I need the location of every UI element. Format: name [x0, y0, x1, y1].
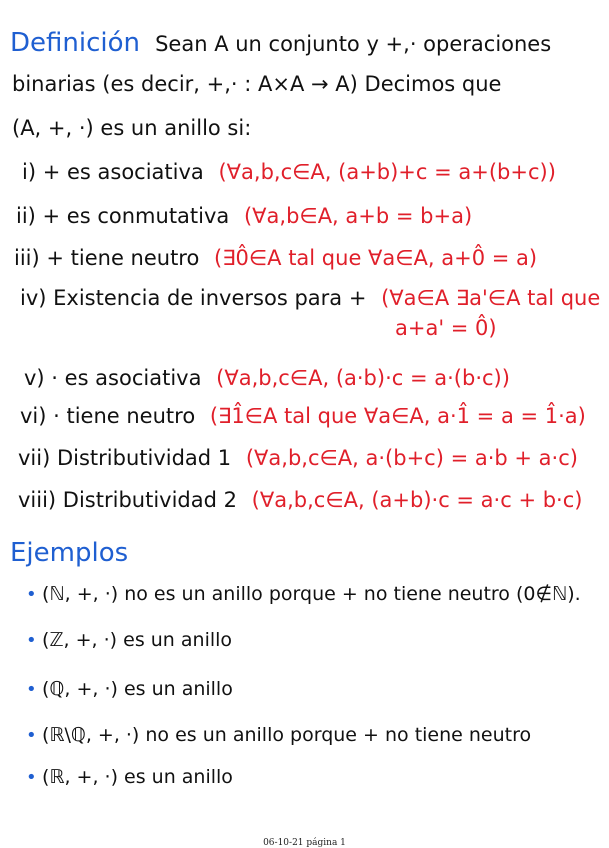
- example-item-4: [26, 726, 531, 745]
- axiom-2-label: ii) + es conmutativa: [16, 204, 230, 228]
- axiom-6-label: vi) · tiene neutro: [20, 404, 196, 428]
- axiom-8: [18, 490, 582, 511]
- axiom-4-formula-cont: a+a' = 0̂): [395, 316, 497, 340]
- example-item-5: [26, 768, 233, 787]
- axiom-1: [22, 162, 556, 183]
- axiom-5: [24, 368, 510, 389]
- bullet-icon: •: [26, 767, 37, 788]
- examples-heading: Ejemplos: [10, 538, 129, 568]
- axiom-1-formula: (∀a,b,c∈A, (a+b)+c = a+(b+c)): [218, 160, 556, 184]
- axiom-7: [18, 448, 578, 469]
- axiom-5-formula: (∀a,b,c∈A, (a·b)·c = a·(b·c)): [216, 366, 510, 390]
- definition-text-3: (A, +, ·) es un anillo si:: [12, 116, 252, 140]
- example-text-5: (ℝ, +, ·) es un anillo: [42, 766, 233, 788]
- definition-line-1: [10, 30, 551, 56]
- example-text-1: (ℕ, +, ·) no es un anillo porque + no tiene neutro (0∉ℕ).: [42, 583, 581, 605]
- example-text-2: (ℤ, +, ·) es un anillo: [42, 629, 233, 651]
- axiom-4-label: iv) Existencia de inversos para +: [20, 286, 367, 310]
- bullet-icon: •: [26, 584, 37, 605]
- axiom-2: [16, 206, 472, 227]
- axiom-5-label: v) · es asociativa: [24, 366, 202, 390]
- axiom-3: [14, 248, 537, 269]
- axiom-1-label: i) + es asociativa: [22, 160, 204, 184]
- definition-text-1: Sean A un conjunto y +,· operaciones: [155, 32, 552, 56]
- page-footer: 06-10-21 página 1: [263, 838, 346, 848]
- axiom-4-formula: (∀a∈A ∃a'∈A tal que: [381, 286, 601, 310]
- example-item-3: [26, 680, 233, 699]
- axiom-7-label: vii) Distributividad 1: [18, 446, 232, 470]
- axiom-2-formula: (∀a,b∈A, a+b = b+a): [243, 204, 473, 228]
- definition-text-2: binarias (es decir, +,· : A×A → A) Decimos que: [12, 72, 502, 96]
- axiom-8-label: viii) Distributividad 2: [18, 488, 237, 512]
- axiom-3-formula: (∃0̂∈A tal que ∀a∈A, a+0̂ = a): [214, 246, 538, 270]
- axiom-4: [20, 288, 600, 309]
- definition-heading: Definición: [10, 28, 140, 58]
- example-text-3: (ℚ, +, ·) es un anillo: [42, 678, 233, 700]
- example-item-1: [26, 585, 581, 604]
- axiom-8-formula: (∀a,b,c∈A, (a+b)·c = a·c + b·c): [251, 488, 583, 512]
- example-item-2: [26, 631, 232, 650]
- axiom-7-formula: (∀a,b,c∈A, a·(b+c) = a·b + a·c): [245, 446, 578, 470]
- example-text-4: (ℝ\ℚ, +, ·) no es un anillo porque + no tiene neutro: [42, 724, 532, 746]
- axiom-6-formula: (∃1̂∈A tal que ∀a∈A, a·1̂ = a = 1̂·a): [209, 404, 586, 428]
- bullet-icon: •: [26, 679, 37, 700]
- bullet-icon: •: [26, 725, 37, 746]
- axiom-3-label: iii) + tiene neutro: [14, 246, 200, 270]
- axiom-6: [20, 406, 586, 427]
- bullet-icon: •: [26, 630, 37, 651]
